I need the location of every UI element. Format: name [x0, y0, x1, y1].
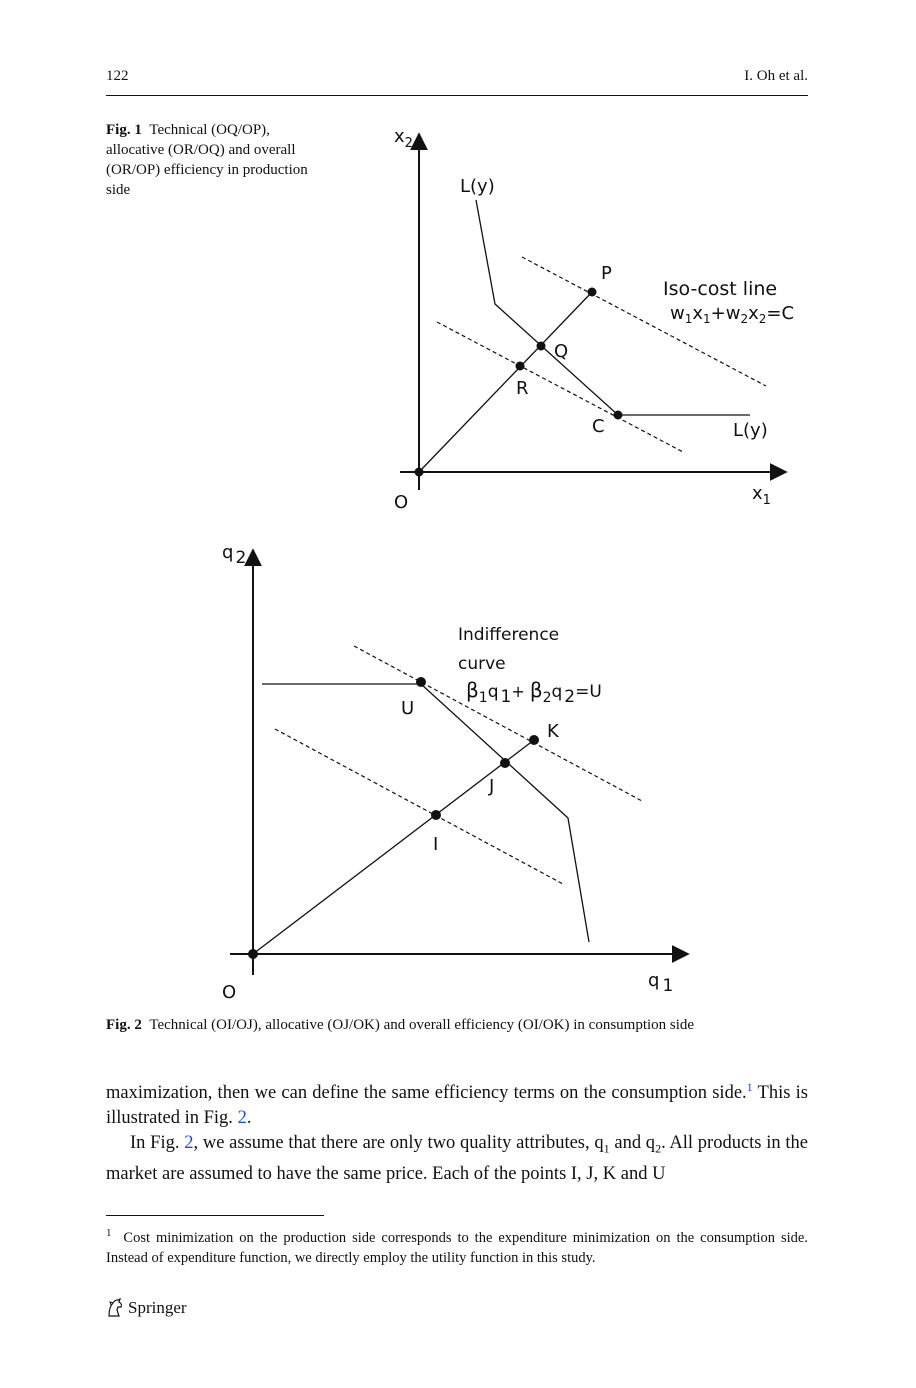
figure1-caption-text: Technical (OQ/OP), allocative (OR/OQ) and overall (OR/OP) efficiency in production side [106, 122, 308, 198]
figure2-caption-label: Fig. 2 [106, 1017, 142, 1033]
running-head: I. Oh et al. [744, 68, 808, 84]
paragraph-2-text-a: In Fig. [130, 1133, 180, 1153]
fig1-label-p: P [601, 263, 612, 284]
footnote-text: Cost minimization on the production side corresponds to the expenditure minimization on the consumption side. Instead of expenditure function, we directly employ the utility function in this study. [106, 1229, 808, 1266]
paragraph-1 [106, 1081, 808, 1131]
fig2-indifference-equation: $\beta_1^q$ $_1$+ $\beta_2^q$ $_2^{=U}$ [466, 678, 602, 707]
fig1-x-axis-label: $x_1$ [752, 483, 771, 508]
paragraph-2-text-c: and q [609, 1133, 656, 1153]
fig2-label-i: I [433, 834, 439, 855]
fig2-point-k [529, 735, 539, 745]
paragraph-2 [106, 1131, 808, 1187]
figure2-caption [106, 1015, 826, 1035]
figure2-caption-text: Technical (OI/OJ), allocative (OJ/OK) and overall efficiency (OI/OK) in consumption side [149, 1017, 695, 1033]
figure-2-link[interactable]: 2 [237, 1108, 247, 1128]
figure1-caption-label: Fig. 1 [106, 122, 142, 138]
fig2-origin-label: O [222, 982, 237, 1003]
q1-subscript: 1 [603, 1141, 610, 1156]
fig1-isoquant-label-top: L(y) [460, 176, 495, 197]
paragraph-1-end: . [246, 1108, 252, 1128]
fig2-point-i [431, 810, 441, 820]
footnote-rule [106, 1215, 324, 1216]
fig2-label-j: J [489, 776, 495, 797]
q2-subscript: 2 [655, 1141, 662, 1156]
fig2-label-k: K [547, 721, 559, 742]
paragraph-1-text-b: This is illustrated in Fig. [106, 1083, 808, 1128]
footnote-reference[interactable]: 1 [746, 1079, 753, 1094]
fig1-isocost-title: Iso-cost line [663, 278, 778, 300]
figure-2-link-2[interactable]: 2 [184, 1133, 194, 1153]
fig2-indifference-curve [262, 684, 589, 942]
fig2-point-j [500, 758, 510, 768]
publisher-mark [106, 1298, 187, 1318]
footnote [106, 1223, 808, 1268]
paragraph-2-text-d: . All products in the market are assumed to have the same price. Each of the points I, J, K and U [106, 1133, 808, 1184]
fig2-ray-ok [253, 740, 534, 954]
page-number: 122 [106, 68, 129, 84]
springer-horse-icon [106, 1298, 124, 1318]
footnote-marker: 1 [106, 1227, 112, 1239]
fig2-point-u [416, 677, 426, 687]
paragraph-1-text: maximization, then we can define the same efficiency terms on the consumption side. [106, 1083, 747, 1103]
fig1-label-c: C [592, 416, 605, 437]
fig1-y-axis-label: $x_2$ [394, 126, 413, 151]
fig1-label-q: Q [554, 341, 569, 362]
fig2-y-axis-label: q 2 [222, 542, 247, 568]
body-text [106, 1081, 808, 1187]
fig2-label-u: U [401, 698, 415, 719]
fig2-indifference-label-line1: Indifference [458, 625, 560, 645]
fig1-label-r: R [516, 378, 529, 399]
fig2-point-o [248, 949, 258, 959]
fig2-indifference-label-line2: curve [458, 654, 506, 674]
fig2-isoutility-lower [275, 729, 563, 884]
fig2-x-axis-label: q 1 [648, 970, 674, 996]
publisher-name: Springer [128, 1298, 187, 1317]
fig1-origin-label: O [394, 492, 409, 513]
fig1-isoquant-label-bottom: L(y) [733, 420, 768, 441]
paragraph-2-text-b: , we assume that there are only two quality attributes, q [193, 1133, 604, 1153]
fig1-isocost-equation: $w_1x_1+w_2x_2=C$ [670, 303, 795, 326]
